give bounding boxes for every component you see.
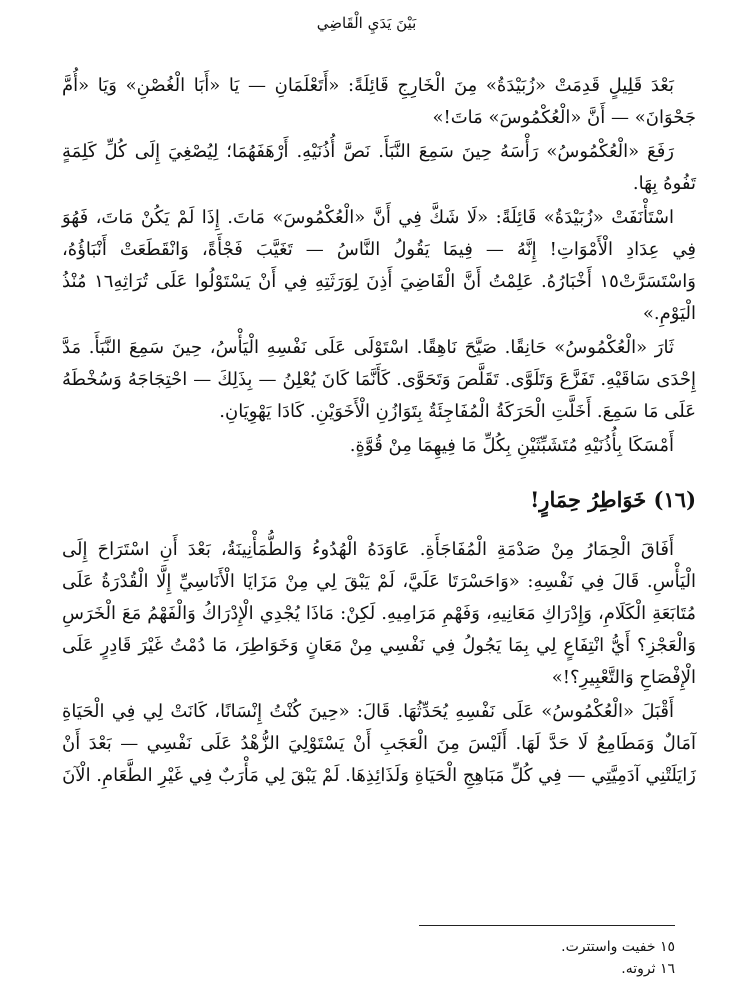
body-text: [62, 70, 696, 794]
footnotes: [375, 936, 675, 980]
footnote-rule: [419, 925, 675, 926]
paragraph: أَمْسَكَا بِأُذُنَيْهِ مُتَشَبِّثَيْنِ بِكُلِّ مَا فِيهِمَا مِنْ قُوَّةٍ.: [349, 435, 674, 456]
paragraph: ثَارَ «الْعُكْمُوسُ» حَانِقًا. صَيَّحَ نَاهِقًا. اسْتَوْلَى عَلَى نَفْسِهِ الْيَأْسُ، حِينَ سَمِعَ النَّبَأَ. مَدَّ إِحْدَى سَاقَيْهِ. تَفَزَّعَ وَتَلَوَّى. تَقَلَّصَ وَتَحَوَّى. كَأَنَّمَا كَانَ يُعْلِنُ — بِذَلِكَ — احْتِجَاجَهُ وَسُخْطَهُ عَلَى مَا سَمِعَ. أَخَلَّتِ الْحَرَكَةُ الْمُفَاجِئَةُ بِتَوَازُنِ الْأَخَوَيْنِ. كَادَا يَهْوِيَانِ.: [62, 337, 696, 422]
running-head: بَيْنَ يَدَيِ الْقَاضِي: [316, 14, 417, 32]
footnote-15: ١٥ خفيت واستترت.: [561, 939, 675, 955]
paragraph: بَعْدَ قَلِيلٍ قَدِمَتْ «زُبَيْدَةُ» مِنَ الْخَارِجِ قَائِلَةً: «أَتَعْلَمَانِ — يَا «أَبَا الْغُصْنِ» وَيَا «أُمَّ جَحْوَانَ» — أَنَّ «الْعُكْمُوسَ» مَاتَ!»: [62, 75, 696, 128]
section-heading: (١٦) خَوَاطِرُ حِمَارٍ!: [530, 487, 696, 512]
paragraph: اسْتَأْنَفَتْ «زُبَيْدَةُ» قَائِلَةً: «لَا شَكَّ فِي أَنَّ «الْعُكْمُوسَ» مَاتَ. إِذَا لَمْ يَكُنْ مَاتَ، فَهُوَ فِي عِدَادِ الْأَمْوَاتِ! إِنَّهُ — فِيمَا يَقُولُ النَّاسُ — تَغَيَّبَ فَجْأَةً، وَانْقَطَعَتْ أَنْبَاؤُهُ، وَاسْتَسَرَّتْ١٥ أَخْبَارُهُ. عَلِمْتُ أَنَّ الْقَاضِيَ أَذِنَ لِوَرَثَتِهِ فِي أَنْ يَسْتَوْلُوا عَلَى تُرَاثِهِ١٦ مُنْذُ الْيَوْمِ.»: [62, 207, 696, 324]
paragraph: رَفَعَ «الْعُكْمُوسُ» رَأْسَهُ حِينَ سَمِعَ النَّبَأَ. نَصَّ أُذُنَيْهِ. أَرْهَفَهُمَا؛ لِيُصْغِيَ إِلَى كُلِّ كَلِمَةٍ تَفُوهُ بِهَا.: [62, 141, 696, 194]
paragraph: أَقْبَلَ «الْعُكْمُوسُ» عَلَى نَفْسِهِ يُحَدِّثُهَا. قَالَ: «حِينَ كُنْتُ إِنْسَانًا، كَانَتْ لِي فِي الْحَيَاةِ آمَالٌ وَمَطَامِعُ لَا حَدَّ لَهَا. أَلَيْسَ مِنَ الْعَجَبِ أَنْ يَسْتَوْلِيَ الزُّهْدُ عَلَى نَفْسِي — بَعْدَ أَنْ زَايَلَتْنِي آدَمِيَّتِي — فِي كُلِّ مَبَاهِجِ الْحَيَاةِ وَلَذَائِذِهَا. لَمْ يَبْقَ لِي مَأْرَبٌ فِي غَيْرِ الطَّعَامِ. الْآنَ: [62, 701, 696, 786]
paragraph: أَفَاقَ الْحِمَارُ مِنْ صَدْمَةِ الْمُفَاجَأَةِ. عَاوَدَهُ الْهُدُوءُ وَالطُّمَأْنِينَةُ، بَعْدَ أَنِ اسْتَرَاحَ إِلَى الْيَأْسِ. قَالَ فِي نَفْسِهِ: «وَاحَسْرَتَا عَلَيَّ، لَمْ يَبْقَ لِي مِنْ مَزَايَا الْأَنَاسِيِّ إِلَّا الْقُدْرَةُ عَلَى مُتَابَعَةِ الْكَلَامِ، وَإِدْرَاكِ مَعَانِيهِ، وَفَهْمِ مَرَامِيهِ. لَكِنْ: مَاذَا يُجْدِي الْإِدْرَاكُ وَالْفَهْمُ مَعَ الْخَرَسِ وَالْعَجْزِ؟ أَيُّ انْتِفَاعٍ لِي بِمَا يَجُولُ فِي نَفْسِي مِنْ مَعَانٍ وَخَوَاطِرَ، مَا دُمْتُ غَيْرَ قَادِرٍ عَلَى الْإِفْصَاحِ وَالتَّعْبِيرِ؟!»: [62, 539, 696, 688]
footnote-16: ١٦ ثروته.: [621, 961, 675, 977]
